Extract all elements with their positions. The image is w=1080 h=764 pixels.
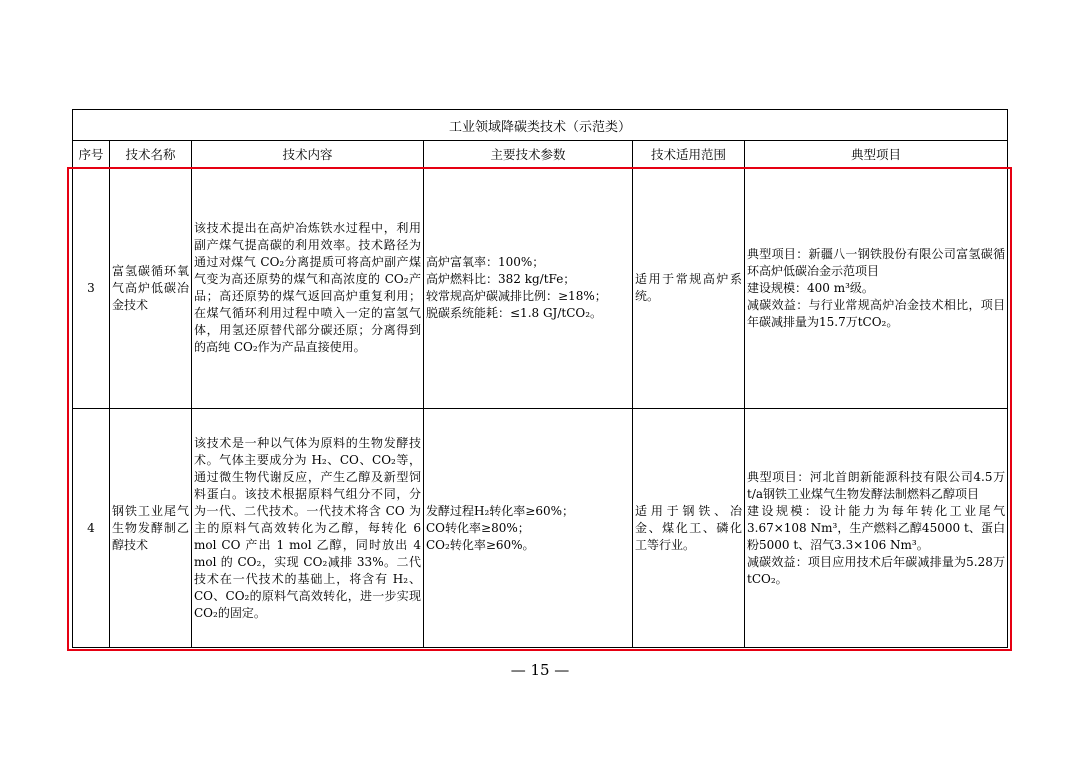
tech-name: 富氢碳循环氧气高炉低碳冶金技术	[110, 168, 192, 409]
param-line: CO转化率≥80%；	[426, 520, 530, 535]
project-line: 减碳效益：与行业常规高炉冶金技术相比，项目年碳减排量为15.7万tCO₂。	[747, 297, 1006, 329]
row-number: 4	[73, 409, 110, 648]
header-content: 技术内容	[192, 141, 424, 168]
tech-scope: 适用于钢铁、冶金、煤化工、磷化工等行业。	[633, 409, 745, 648]
tech-scope: 适用于常规高炉系统。	[633, 168, 745, 409]
param-line: 发酵过程H₂转化率≥60%；	[426, 503, 575, 518]
header-name: 技术名称	[110, 141, 192, 168]
tech-name: 钢铁工业尾气生物发酵制乙醇技术	[110, 409, 192, 648]
project-line: 建设规模：400 m³级。	[747, 280, 874, 295]
highlight-box	[67, 167, 1012, 651]
header-project: 典型项目	[745, 141, 1008, 168]
project-line: 典型项目：新疆八一钢铁股份有限公司富氢碳循环高炉低碳冶金示范项目	[747, 246, 1006, 278]
header-scope: 技术适用范围	[633, 141, 745, 168]
tech-content: 该技术是一种以气体为原料的生物发酵技术。气体主要成分为 H₂、CO、CO₂等，通过微生物代谢反应，产生乙醇及新型饲料蛋白。该技术根据原料气组分不同，分为一代、二代技术。一代技术将含 CO 为主的原料气高效转化为乙醇，每转化 6 mol CO 产出 1 mol 乙醇，同时放出 4 mol 的 CO₂，实现 CO₂减排 33%。二代技术在一代技术的基础上，将含有 H₂、CO、CO₂的原料气高效转化，进一步实现 CO₂的固定。	[192, 409, 424, 648]
row-number: 3	[73, 168, 110, 409]
param-line: 高炉燃料比：382 kg/tFe；	[426, 272, 576, 286]
project-line: 减碳效益：项目应用技术后年碳减排量为5.28万tCO₂。	[747, 554, 1006, 586]
project-line: 典型项目：河北首朗新能源科技有限公司4.5万t/a钢铁工业煤气生物发酵法制燃料乙醇项目	[747, 469, 1006, 501]
header-no: 序号	[73, 141, 110, 168]
header-params: 主要技术参数	[424, 141, 633, 168]
project-line: 建设规模：设计能力为每年转化工业尾气3.67×108 Nm³，生产燃料乙醇45000 t、蛋白粉5000 t、沼气3.3×106 Nm³。	[747, 503, 1006, 552]
page-number: — 15 —	[510, 661, 570, 679]
tech-content: 该技术提出在高炉冶炼铁水过程中，利用副产煤气提高碳的利用效率。技术路径为通过对煤气 CO₂分离提质可将高炉副产煤气变为高还原势的煤气和高浓度的 CO₂产品；高还原势的煤气返回高炉重复利用；在煤气循环利用过程中喷入一定的富氢气体，用氢还原替代部分碳还原；分离得到的高纯 CO₂作为产品直接使用。	[192, 168, 424, 409]
param-line: CO₂转化率≥60%。	[426, 537, 535, 552]
param-line: 脱碳系统能耗：≤1.8 GJ/tCO₂。	[426, 306, 603, 320]
table-caption: 工业领域降碳类技术（示范类）	[73, 110, 1008, 141]
param-line: 较常规高炉碳减排比例：≥18%；	[426, 289, 607, 303]
param-line: 高炉富氧率：100%；	[426, 255, 545, 269]
table-header-row	[73, 141, 1008, 168]
